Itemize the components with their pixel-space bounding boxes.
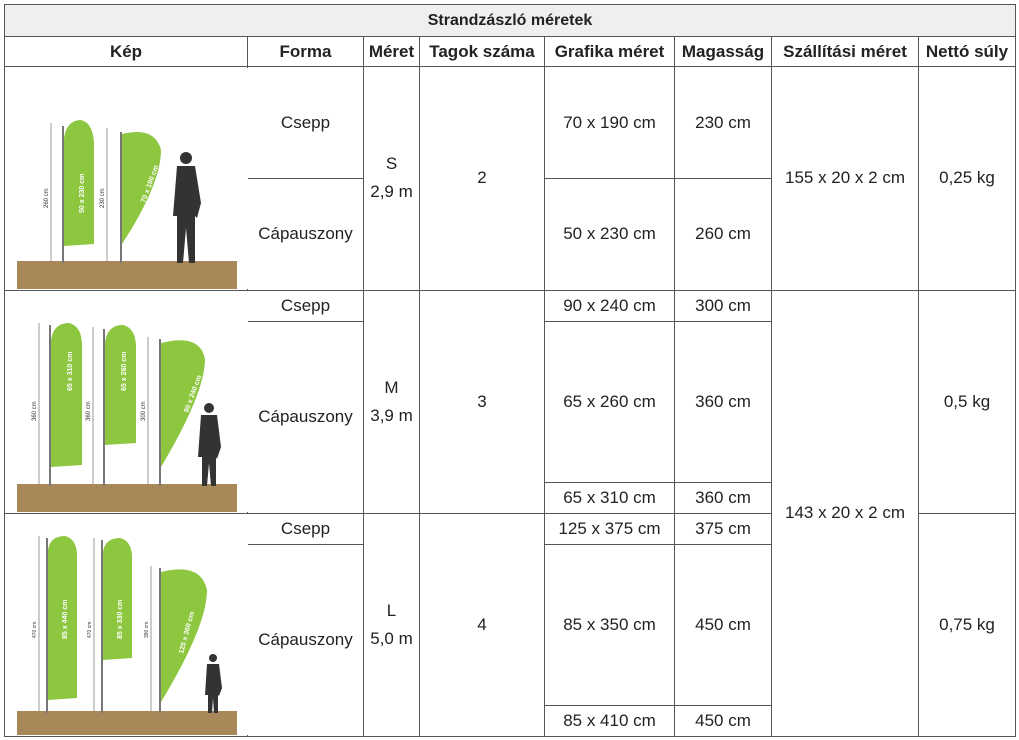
image-m [5,290,248,513]
tagok-cell: 4 [420,513,545,736]
header-netto: Nettó súly [919,37,1016,67]
header-kep: Kép [5,37,248,67]
size-length: 3,9 m [370,405,413,425]
ground [17,484,237,512]
forma-cell: Cápauszony [248,544,364,736]
img-label: 390 cm [144,621,150,639]
tagok-cell: 3 [420,290,545,513]
flag-illustration-l [5,514,248,735]
ground [17,711,237,735]
grafika-cell: 85 x 410 cm [545,705,675,736]
grafika-cell: 85 x 350 cm [545,544,675,705]
weight-cell: 0,5 kg [919,290,1016,513]
grafika-cell: 70 x 190 cm [545,67,675,179]
meret-cell [364,290,420,513]
img-label: 50 x 230 cm [79,173,86,213]
image-s [5,67,248,290]
img-label: 470 cm [32,621,38,639]
magassag-cell: 360 cm [675,482,772,513]
flag-illustration-m [5,291,248,512]
weight-cell: 0,75 kg [919,513,1016,736]
flag-fin [51,323,82,467]
forma-cell: Csepp [248,67,364,179]
grafika-cell: 125 x 375 cm [545,513,675,544]
meret-cell [364,67,420,290]
img-label: 260 cm [44,188,50,208]
img-label: 70 x 190 cm [140,164,161,204]
header-szallitasi: Szállítási méret [772,37,919,67]
header-meret: Méret [364,37,420,67]
magassag-cell: 230 cm [675,67,772,179]
weight-cell: 0,25 kg [919,67,1016,290]
img-label: 230 cm [100,188,106,208]
tagok-cell: 2 [420,67,545,290]
forma-cell: Cápauszony [248,321,364,513]
size-code: M [384,377,399,397]
magassag-cell: 260 cm [675,178,772,290]
table-title: Strandzászló méretek [5,5,1016,37]
grafika-cell: 90 x 240 cm [545,290,675,321]
grafika-cell: 65 x 260 cm [545,321,675,482]
size-code: L [386,600,397,620]
img-label: 90 x 240 cm [183,374,204,414]
flag-illustration-s [5,68,248,289]
img-label: 65 x 260 cm [121,351,128,392]
img-label: 65 x 310 cm [67,351,74,392]
img-label: 85 x 330 cm [117,600,124,640]
img-label: 125 x 360 cm [178,611,197,655]
size-length: 2,9 m [370,182,413,202]
grafika-cell: 65 x 310 cm [545,482,675,513]
size-table-wrapper [4,4,1015,737]
forma-cell: Cápauszony [248,178,364,290]
forma-cell: Csepp [248,290,364,321]
img-label: 360 cm [86,401,92,422]
size-table [4,4,1016,737]
magassag-cell: 300 cm [675,290,772,321]
shipping-cell: 155 x 20 x 2 cm [772,67,919,290]
forma-cell: Csepp [248,513,364,544]
flag-fin [103,538,132,660]
img-label: 470 cm [87,621,93,639]
ground [17,261,237,289]
header-tagok: Tagok száma [420,37,545,67]
meret-cell [364,513,420,736]
img-label: 85 x 440 cm [62,600,69,640]
magassag-cell: 375 cm [675,513,772,544]
magassag-cell: 360 cm [675,321,772,482]
shipping-cell: 143 x 20 x 2 cm [772,290,919,736]
magassag-cell: 450 cm [675,544,772,705]
img-label: 300 cm [141,401,147,422]
header-forma: Forma [248,37,364,67]
size-code: S [385,154,398,174]
header-grafika: Grafika méret [545,37,675,67]
img-label: 360 cm [32,401,38,422]
magassag-cell: 450 cm [675,705,772,736]
header-magassag: Magasság [675,37,772,67]
size-length: 5,0 m [370,628,413,648]
grafika-cell: 50 x 230 cm [545,178,675,290]
image-l [5,513,248,736]
